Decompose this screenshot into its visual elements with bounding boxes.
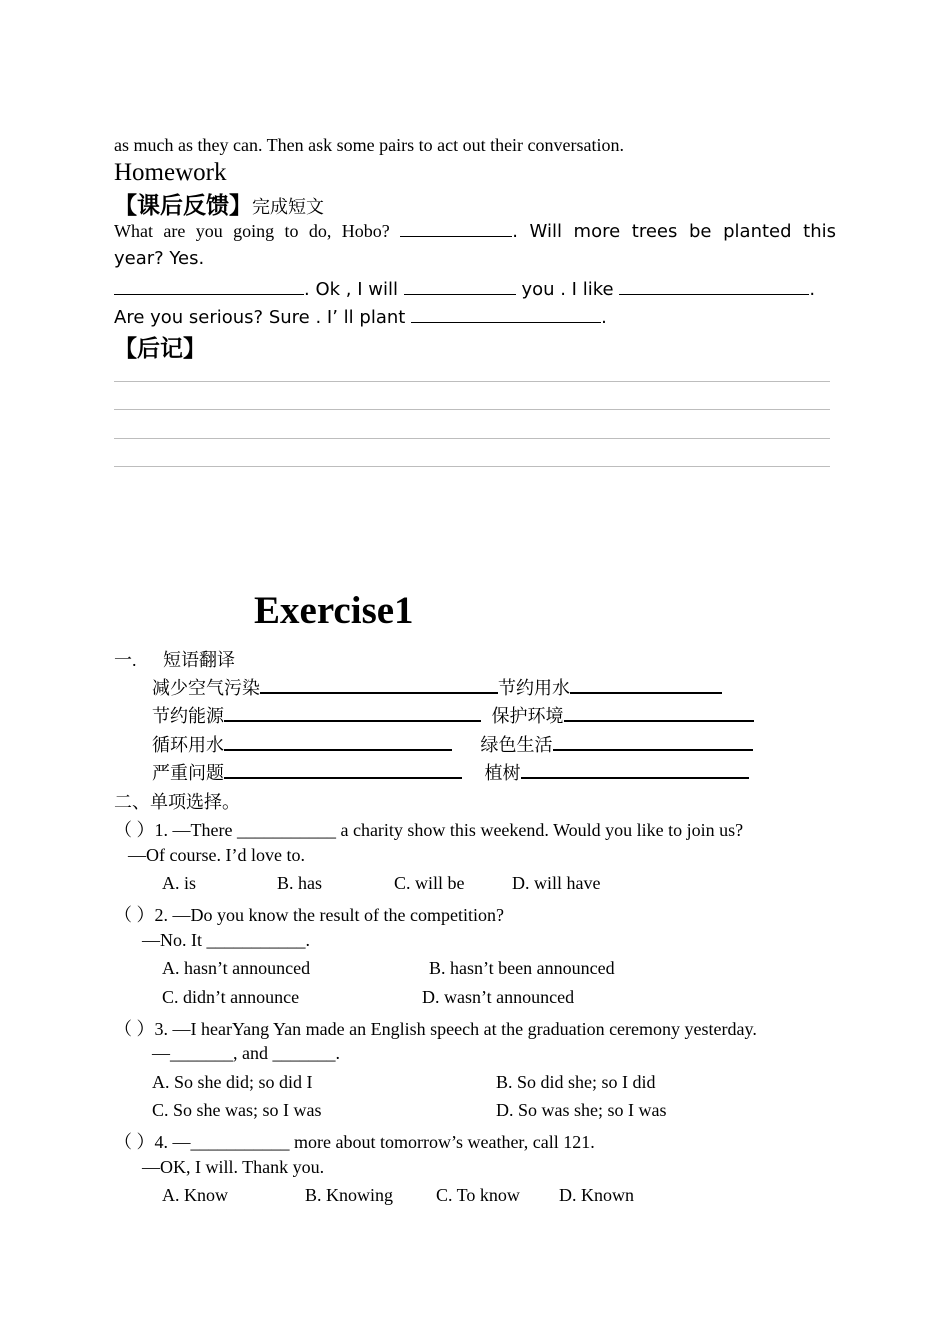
blank-1[interactable] [400, 219, 512, 237]
question-1-reply: —Of course. I’d love to. [128, 845, 305, 865]
question-3-stem: （ ）3. —I hearYang Yan made an English speech at the graduation ceremony yesterday. [114, 1019, 757, 1039]
question-2-stem: （ ）2. —Do you know the result of the competition? [114, 905, 504, 925]
question-1-stem: （ ）1. —There ___________ a charity show this weekend. Would you like to join us? [114, 820, 744, 840]
feedback-heading: 【课后反馈】 [114, 193, 252, 219]
phrase-blank[interactable] [564, 703, 754, 722]
question-3-reply: —_______, and _______. [152, 1043, 340, 1063]
phrase-blank[interactable] [260, 675, 498, 694]
blank-5[interactable] [411, 305, 601, 323]
feedback-heading-row [114, 187, 324, 220]
q3-option-b[interactable]: B. So did she; so I did [496, 1072, 656, 1092]
q2-option-a[interactable]: A. hasn’t announced [162, 958, 311, 978]
section1-title: 短语翻译 [163, 650, 235, 670]
q1-option-b[interactable]: B. has [277, 873, 322, 893]
feedback-line-4: Are you serious? Sure . I’ ll plant . [114, 307, 607, 328]
notes-line-3 [114, 438, 830, 439]
q4-option-d[interactable]: D. Known [559, 1185, 634, 1205]
q3-option-c[interactable]: C. So she was; so I was [152, 1100, 322, 1120]
section1-heading: 一. 短语翻译 [114, 650, 235, 670]
q1-option-a[interactable]: A. is [162, 873, 197, 893]
q2-option-c[interactable]: C. didn’t announce [162, 987, 300, 1007]
blank-2[interactable] [114, 277, 304, 295]
q4-option-a[interactable]: A. Know [162, 1185, 228, 1205]
feedback-line-3: . Ok , I will you . I like . [114, 277, 815, 300]
question-4-reply: —OK, I will. Thank you. [142, 1157, 325, 1177]
phrase-blank[interactable] [224, 760, 462, 779]
q2-option-b[interactable]: B. hasn’t been announced [429, 958, 615, 978]
feedback-line-2: year? Yes. [114, 248, 205, 269]
exercise-title: Exercise1 [254, 589, 414, 632]
q1-option-d[interactable]: D. will have [512, 873, 601, 893]
notes-heading: 【后记】 [114, 336, 206, 362]
phrase-blank[interactable] [521, 760, 749, 779]
q4-option-b[interactable]: B. Knowing [305, 1185, 394, 1205]
phrase-blank[interactable] [570, 675, 722, 694]
q3-option-d[interactable]: D. So was she; so I was [496, 1100, 667, 1120]
q3-option-a[interactable]: A. So she did; so did I [152, 1072, 313, 1092]
blank-4[interactable] [619, 277, 809, 295]
homework-heading: Homework [114, 159, 227, 186]
intro-line: as much as they can. Then ask some pairs to act out their conversation. [114, 135, 625, 155]
phrase-blank[interactable] [224, 732, 452, 751]
feedback-subheading: 完成短文 [252, 197, 324, 217]
feedback-line-1: What are you going to do, Hobo? . Will more trees be planted this [114, 221, 836, 242]
phrase-row-2: 节约能源 保护环境 [152, 702, 754, 728]
q4-option-c[interactable]: C. To know [436, 1185, 520, 1205]
q1-option-c[interactable]: C. will be [394, 873, 465, 893]
phrase-row-3: 循环用水 绿色生活 [152, 731, 753, 757]
phrase-row-1: 减少空气污染 节约用水 [152, 674, 722, 700]
phrase-row-4: 严重问题 植树 [152, 759, 749, 785]
notes-line-2 [114, 409, 830, 410]
q2-option-d[interactable]: D. wasn’t announced [422, 987, 575, 1007]
blank-3[interactable] [404, 277, 516, 295]
question-2-reply: —No. It ___________. [142, 930, 310, 950]
phrase-blank[interactable] [224, 703, 481, 722]
section2-title: 二、单项选择。 [114, 792, 240, 812]
notes-line-1 [114, 381, 830, 382]
notes-line-4 [114, 466, 830, 467]
question-4-stem: （ ）4. —___________ more about tomorrow’s weather, call 121. [114, 1132, 595, 1152]
phrase-blank[interactable] [553, 732, 753, 751]
